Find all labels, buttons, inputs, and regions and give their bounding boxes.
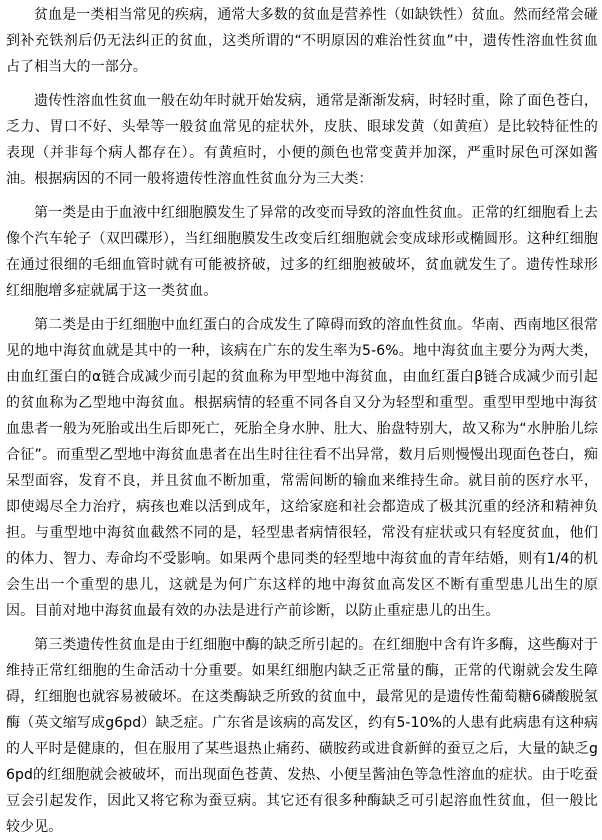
paragraph-symptoms: 遗传性溶血性贫血一般在幼年时就开始发病，通常是渐渐发病，时轻时重，除了面色苍白，乏力、胃口不好、头晕等一般贫血常见的症状外，皮肤、眼球发黄（如黄疸）是比较特征性的表现（并非每个病人都存在）。有黄疸时，小便的颜色也常变黄并加深，严重时尿色可深如酱油。根据病因的不同一般将遗传性溶血性贫血分为三大类： bbox=[6, 93, 598, 187]
paragraph-type-two-thalassemia: 第二类是由于红细胞中血红蛋白的合成发生了障碍而致的溶血性贫血。华南、西南地区很常见的地中海贫血就是其中的一种，该病在广东的发生率为5-6%。地中海贫血主要分为两大类，由血红蛋白的α链合成减少而引起的贫血称为甲型地中海贫血，由血红蛋白β链合成减少而引起的贫血称为乙型地中海贫血。根据病情的轻重不同各自又分为轻型和重型。重型甲型地中海贫血患者一般为死胎或出生后即死亡，死胎全身水肿、肚大、胎盘特别大，故又称为“水肿胎儿综合征”。而重型乙型地中海贫血患者在出生时往往看不出异常，数月后则慢慢出现面色苍白，痴呆型面容，发育不良，并且贫血不断加重，常需间断的输血来维持生命。就目前的医疗水平，即使竭尽全力治疗，病孩也难以活到成年，这给家庭和社会都造成了极其沉重的经济和精神负担。与重型地中海贫血截然不同的是，轻型患者病情很轻，常没有症状或只有轻度贫血，他们的体力、智力、寿命均不受影响。如果两个患同类的轻型地中海贫血的青年结婚，则有1/4的机会生出一个重型的患儿，这就是为何广东这样的地中海贫血高发区不断有重型患儿出生的原因。目前对地中海贫血最有效的办法是进行产前诊断，以防止重症患儿的出生。 bbox=[6, 317, 598, 619]
paragraph-intro: 贫血是一类相当常见的疾病，通常大多数的贫血是营养性（如缺铁性）贫血。然而经常会碰到补充铁剂后仍无法纠正的贫血，这类所谓的“不明原因的难治性贫血”中，遗传性溶血性贫血占了相当大的一部分。 bbox=[6, 7, 598, 75]
paragraph-type-one-membrane: 第一类是由于血液中红细胞膜发生了异常的改变而导致的溶血性贫血。正常的红细胞看上去像个汽车轮子（双凹碟形），当红细胞膜发生改变后红细胞就会变成球形或椭圆形。这种红细胞在通过很细的毛细血管时就有可能被挤破，过多的红细胞被破坏，贫血就发生了。遗传性球形红细胞增多症就属于这一类贫血。 bbox=[6, 205, 598, 299]
paragraph-type-three-enzyme: 第三类遗传性贫血是由于红细胞中酶的缺乏所引起的。在红细胞中含有许多酶，这些酶对于维持正常红细胞的生命活动十分重要。如果红细胞内缺乏正常量的酶，正常的代谢就会发生障碍，红细胞也就容易被破坏。在这类酶缺乏所致的贫血中，最常见的是遗传性葡萄糖6磷酸脱氢酶（英文缩写成g6pd）缺乏症。广东省是该病的高发区，约有5-10%的人患有此病患有这种病的人平时是健康的，但在服用了某些退热止痛药、磺胺药或进食新鲜的蚕豆之后，大量的缺乏g6pd的红细胞就会被破坏，而出现面色苍黄、发热、小便呈酱油色等急性溶血的症状。由于吃蚕豆会引起发作，因此又将它称为蚕豆病。其它还有很多种酶缺乏可引起溶血性贫血，但一般比较少见。 bbox=[6, 637, 598, 835]
